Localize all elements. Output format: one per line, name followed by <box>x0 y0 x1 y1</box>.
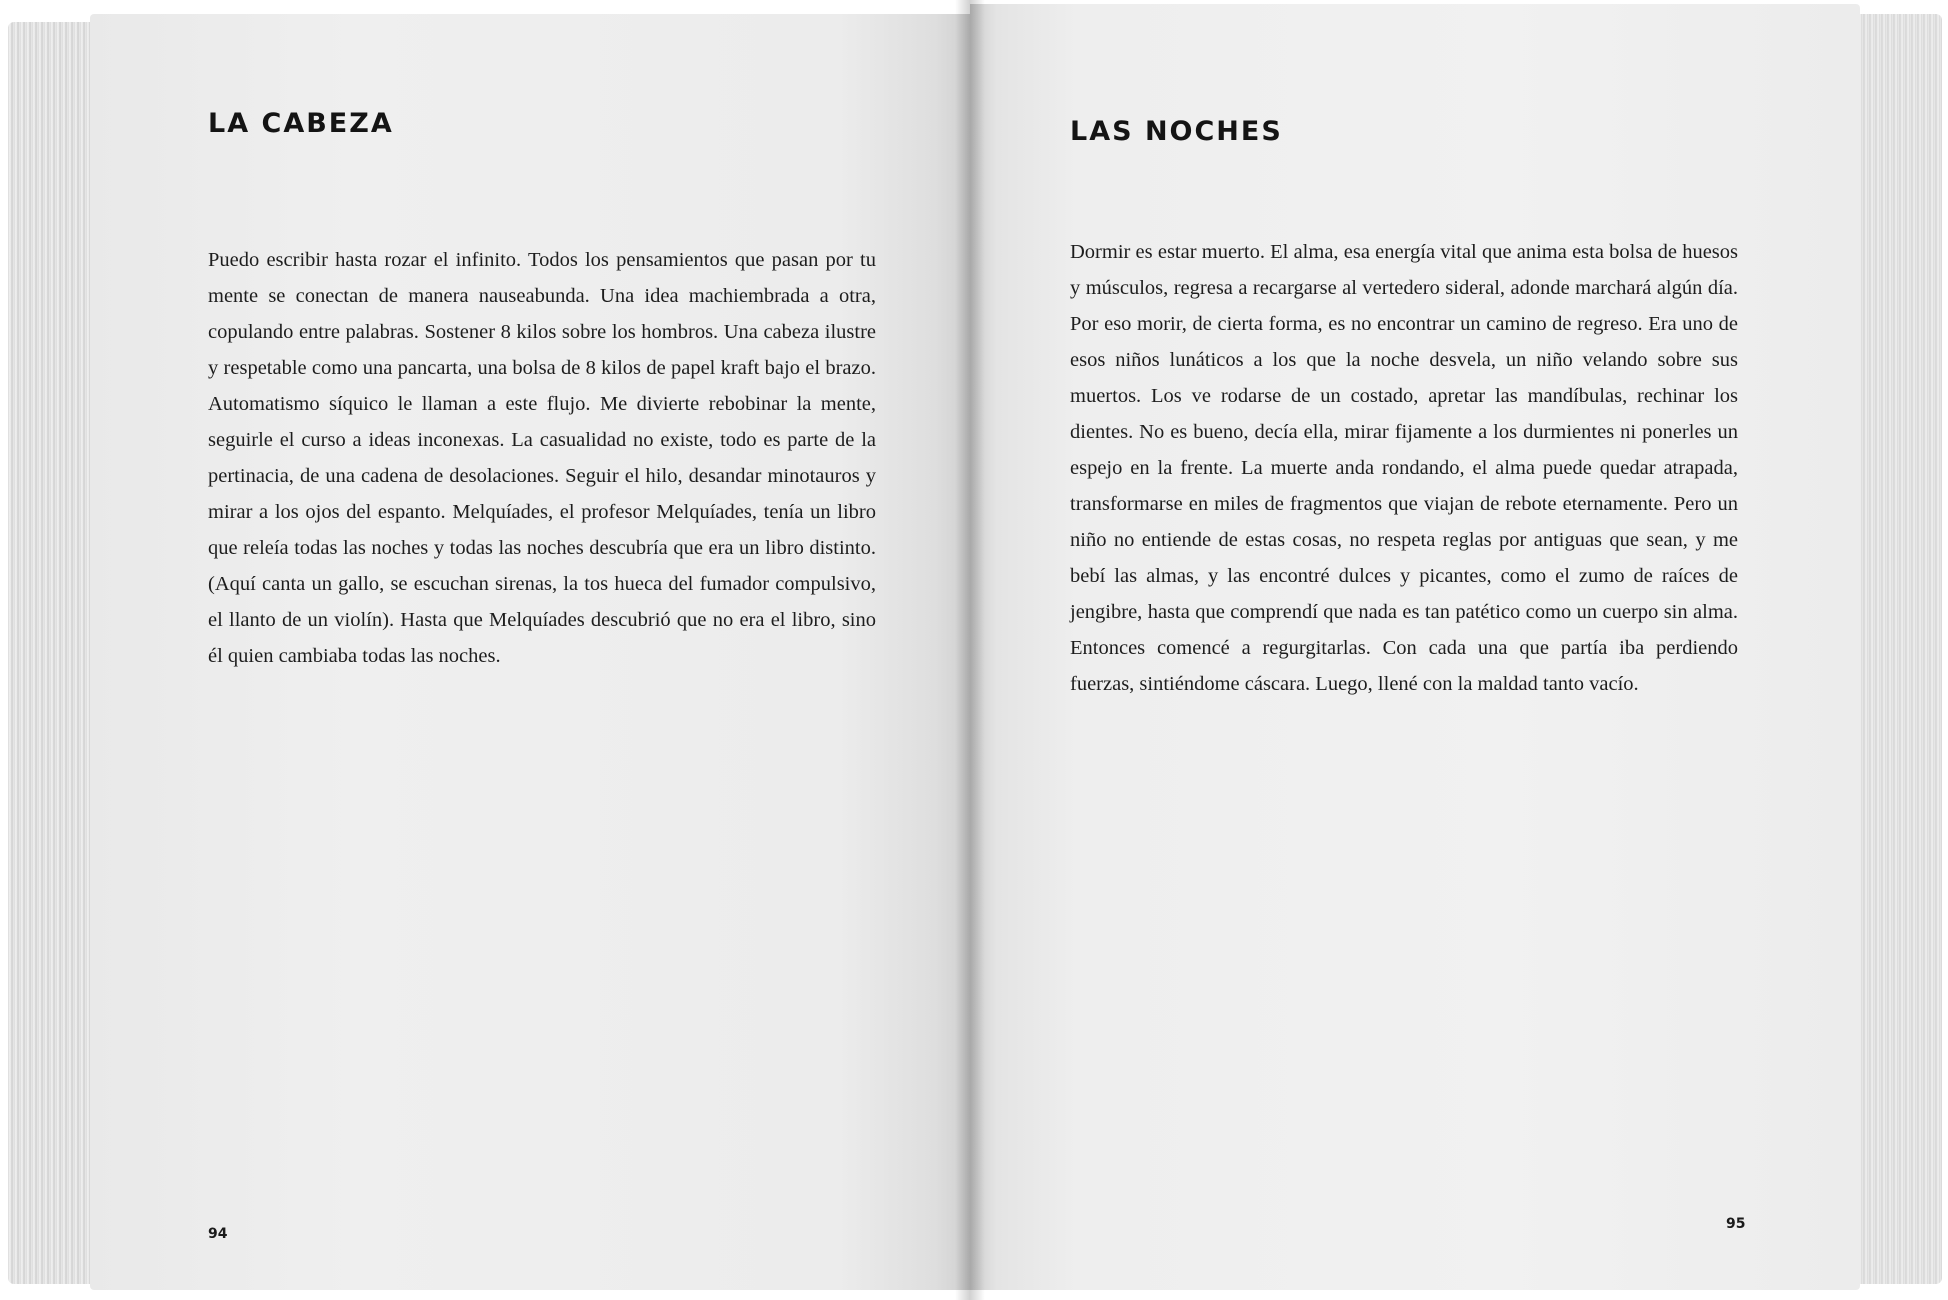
right-page-edges <box>1850 14 1942 1284</box>
left-page-edges <box>8 22 98 1284</box>
left-page-title: LA CABEZA <box>208 108 394 139</box>
right-page <box>970 4 1860 1290</box>
right-page-number: 95 <box>1726 1216 1746 1232</box>
left-page <box>90 14 970 1290</box>
left-page-number: 94 <box>208 1226 228 1242</box>
left-page-body: Puedo escribir hasta rozar el infinito. Todos los pensamientos que pasan por tu mente se conectan de manera nauseabunda. Una idea machiembrada a otra, copulando entre palabras. Sostener 8 kilos sobre los hombros. Una cabeza ilustre y respetable como una pancarta, una bolsa de 8 kilos de papel kraft bajo el brazo. Automatismo síquico le llaman a este flujo. Me divierte rebobinar la mente, seguirle el curso a ideas inconexas. La casualidad no existe, todo es parte de la pertinacia, de una cadena de desolaciones. Seguir el hilo, desandar minotauros y mirar a los ojos del espanto. Melquíades, el profesor Melquíades, tenía un libro que releía todas las noches y todas las noches descubría que era un libro distinto. (Aquí canta un gallo, se escuchan sirenas, la tos hueca del fumador compulsivo, el llanto de un violín). Hasta que Melquíades descubrió que no era el libro, sino él quien cambiaba todas las noches. <box>208 249 876 667</box>
right-page-title: LAS NOCHES <box>1070 116 1283 147</box>
book-gutter-shadow <box>955 0 985 1300</box>
right-page-body: Dormir es estar muerto. El alma, esa energía vital que anima esta bolsa de huesos y músculos, regresa a recargarse al vertedero sideral, adonde marchará algún día. Por eso morir, de cierta forma, es no encontrar un camino de regreso. Era uno de esos niños lunáticos a los que la noche desvela, un niño velando sobre sus muertos. Los ve rodarse de un costado, apretar las mandíbulas, rechinar los dientes. No es bueno, decía ella, mirar fijamente a los durmientes ni ponerles un espejo en la frente. La muerte anda rondando, el alma puede quedar atrapada, transformarse en miles de fragmentos que viajan de rebote eternamente. Pero un niño no entiende de estas cosas, no respeta reglas por antiguas que sean, y me bebí las almas, y las encontré dulces y picantes, como el zumo de raíces de jengibre, hasta que comprendí que nada es tan patético como un cuerpo sin alma. Entonces comencé a regurgitarlas. Con cada una que partía iba perdiendo fuerzas, sintiéndome cáscara. Luego, llené con la maldad tanto vacío. <box>1070 241 1738 695</box>
